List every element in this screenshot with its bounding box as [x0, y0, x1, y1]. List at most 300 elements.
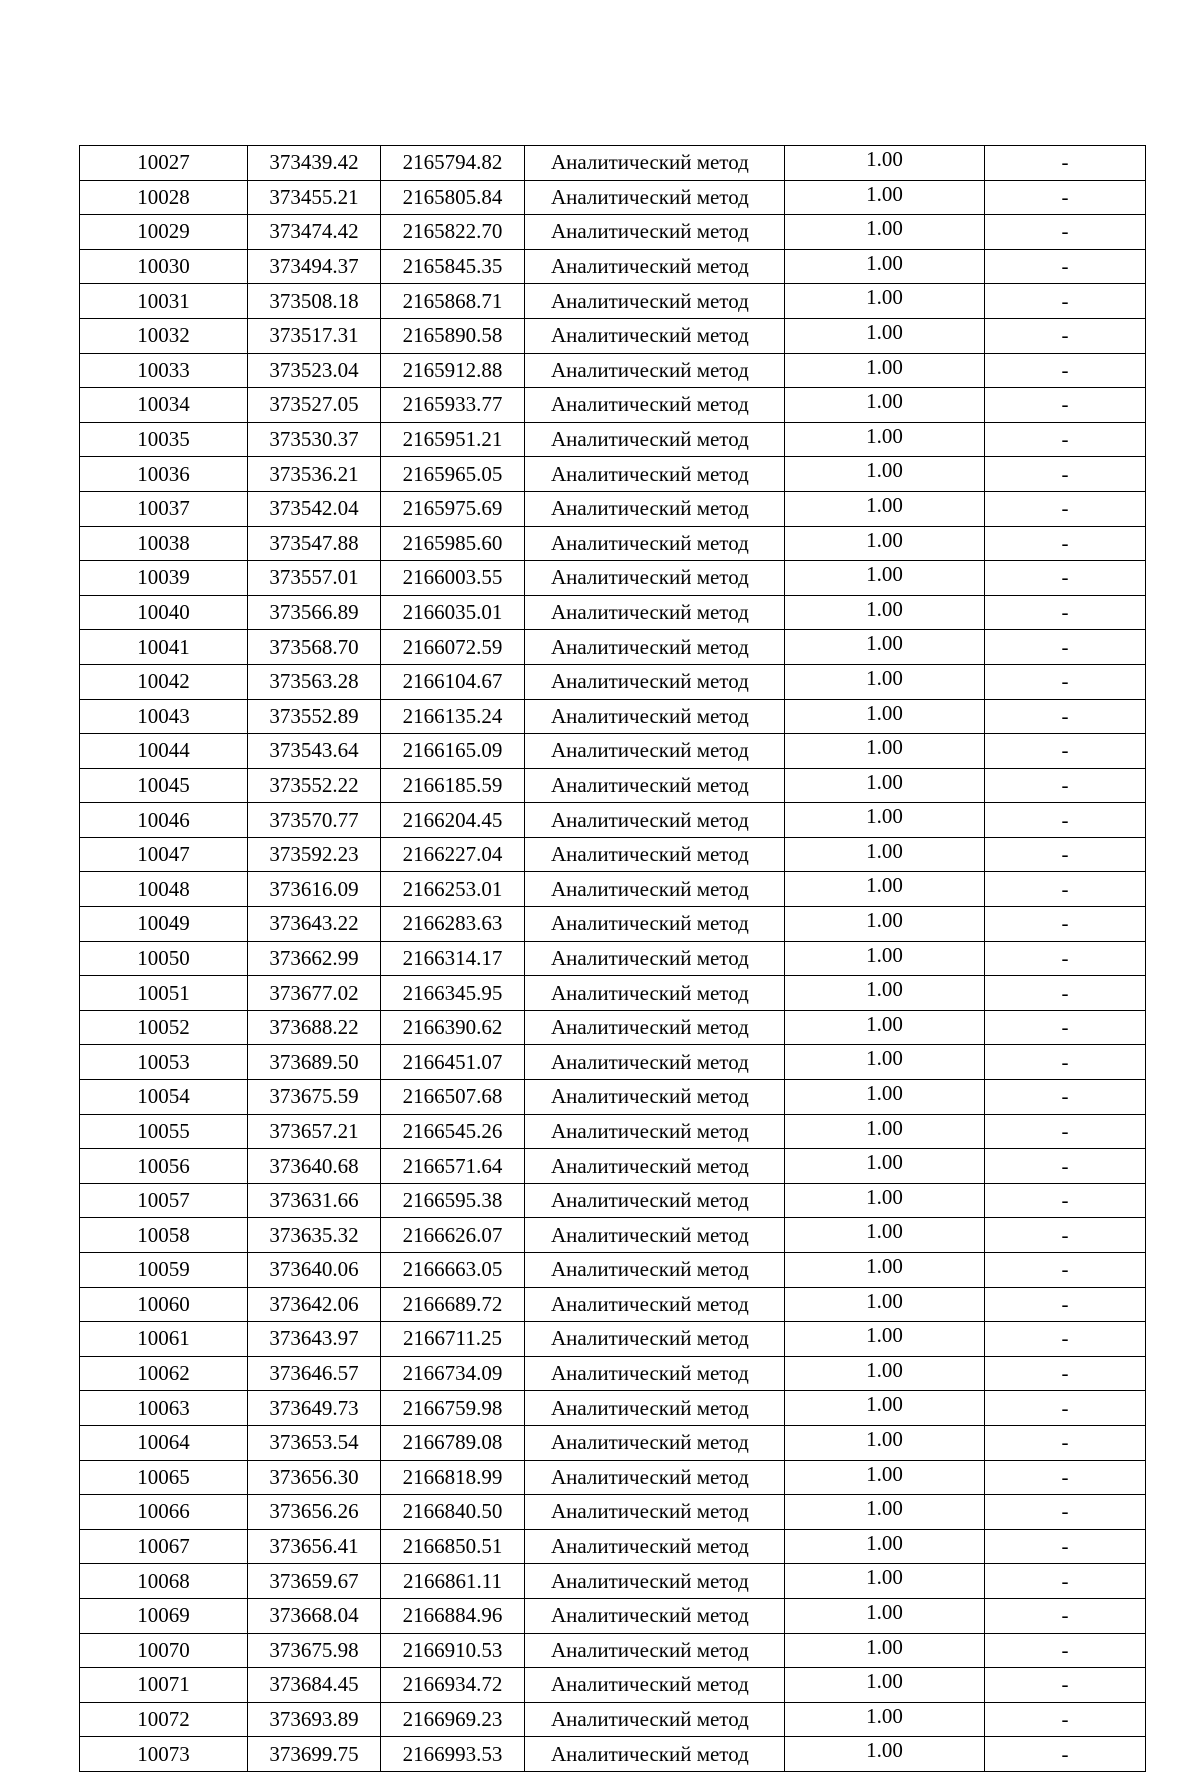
accuracy-cell: 1.00	[785, 1391, 985, 1426]
point-number-cell: 10037	[80, 491, 248, 526]
accuracy-cell: 1.00	[785, 1356, 985, 1391]
table-row	[80, 1114, 1146, 1149]
table-row	[80, 457, 1146, 492]
table-row	[80, 803, 1146, 838]
x-coordinate-cell: 373699.75	[248, 1737, 381, 1772]
accuracy-cell: 1.00	[785, 1425, 985, 1460]
method-cell: Аналитический метод	[525, 1702, 785, 1737]
note-cell: -	[985, 1356, 1146, 1391]
x-coordinate-cell: 373530.37	[248, 422, 381, 457]
y-coordinate-cell: 2165845.35	[381, 249, 525, 284]
x-coordinate-cell: 373570.77	[248, 803, 381, 838]
note-cell: -	[985, 872, 1146, 907]
accuracy-cell: 1.00	[785, 422, 985, 457]
method-cell: Аналитический метод	[525, 526, 785, 561]
note-cell: -	[985, 1529, 1146, 1564]
point-number-cell: 10042	[80, 664, 248, 699]
note-cell: -	[985, 1287, 1146, 1322]
accuracy-cell: 1.00	[785, 1564, 985, 1599]
y-coordinate-cell: 2166734.09	[381, 1356, 525, 1391]
point-number-cell: 10041	[80, 630, 248, 665]
point-number-cell: 10038	[80, 526, 248, 561]
accuracy-cell: 1.00	[785, 1322, 985, 1357]
point-number-cell: 10027	[80, 146, 248, 181]
point-number-cell: 10052	[80, 1010, 248, 1045]
table-row	[80, 561, 1146, 596]
point-number-cell: 10047	[80, 837, 248, 872]
method-cell: Аналитический метод	[525, 353, 785, 388]
note-cell: -	[985, 215, 1146, 250]
point-number-cell: 10065	[80, 1460, 248, 1495]
note-cell: -	[985, 1598, 1146, 1633]
point-number-cell: 10056	[80, 1149, 248, 1184]
x-coordinate-cell: 373640.06	[248, 1253, 381, 1288]
accuracy-cell: 1.00	[785, 284, 985, 319]
x-coordinate-cell: 373494.37	[248, 249, 381, 284]
y-coordinate-cell: 2166253.01	[381, 872, 525, 907]
note-cell: -	[985, 837, 1146, 872]
accuracy-cell: 1.00	[785, 699, 985, 734]
point-number-cell: 10051	[80, 976, 248, 1011]
accuracy-cell: 1.00	[785, 837, 985, 872]
point-number-cell: 10071	[80, 1668, 248, 1703]
x-coordinate-cell: 373653.54	[248, 1425, 381, 1460]
x-coordinate-cell: 373635.32	[248, 1218, 381, 1253]
point-number-cell: 10049	[80, 907, 248, 942]
point-number-cell: 10072	[80, 1702, 248, 1737]
table-row	[80, 1495, 1146, 1530]
table-body	[80, 146, 1146, 1772]
point-number-cell: 10029	[80, 215, 248, 250]
method-cell: Аналитический метод	[525, 837, 785, 872]
x-coordinate-cell: 373536.21	[248, 457, 381, 492]
accuracy-cell: 1.00	[785, 1287, 985, 1322]
method-cell: Аналитический метод	[525, 215, 785, 250]
y-coordinate-cell: 2166861.11	[381, 1564, 525, 1599]
y-coordinate-cell: 2166934.72	[381, 1668, 525, 1703]
table-row	[80, 353, 1146, 388]
table-row	[80, 180, 1146, 215]
method-cell: Аналитический метод	[525, 318, 785, 353]
method-cell: Аналитический метод	[525, 630, 785, 665]
y-coordinate-cell: 2166711.25	[381, 1322, 525, 1357]
method-cell: Аналитический метод	[525, 1253, 785, 1288]
x-coordinate-cell: 373675.59	[248, 1080, 381, 1115]
accuracy-cell: 1.00	[785, 180, 985, 215]
accuracy-cell: 1.00	[785, 630, 985, 665]
note-cell: -	[985, 146, 1146, 181]
note-cell: -	[985, 1702, 1146, 1737]
y-coordinate-cell: 2165951.21	[381, 422, 525, 457]
y-coordinate-cell: 2166689.72	[381, 1287, 525, 1322]
point-number-cell: 10058	[80, 1218, 248, 1253]
y-coordinate-cell: 2166818.99	[381, 1460, 525, 1495]
table-row	[80, 1391, 1146, 1426]
x-coordinate-cell: 373552.89	[248, 699, 381, 734]
method-cell: Аналитический метод	[525, 146, 785, 181]
note-cell: -	[985, 422, 1146, 457]
table-row	[80, 595, 1146, 630]
y-coordinate-cell: 2166135.24	[381, 699, 525, 734]
method-cell: Аналитический метод	[525, 976, 785, 1011]
y-coordinate-cell: 2166571.64	[381, 1149, 525, 1184]
note-cell: -	[985, 526, 1146, 561]
table-row	[80, 907, 1146, 942]
accuracy-cell: 1.00	[785, 1598, 985, 1633]
method-cell: Аналитический метод	[525, 1218, 785, 1253]
coordinates-table	[79, 145, 1146, 1772]
table-row	[80, 215, 1146, 250]
method-cell: Аналитический метод	[525, 422, 785, 457]
note-cell: -	[985, 630, 1146, 665]
y-coordinate-cell: 2165985.60	[381, 526, 525, 561]
y-coordinate-cell: 2165822.70	[381, 215, 525, 250]
point-number-cell: 10048	[80, 872, 248, 907]
note-cell: -	[985, 284, 1146, 319]
point-number-cell: 10032	[80, 318, 248, 353]
note-cell: -	[985, 1425, 1146, 1460]
note-cell: -	[985, 734, 1146, 769]
y-coordinate-cell: 2166910.53	[381, 1633, 525, 1668]
x-coordinate-cell: 373646.57	[248, 1356, 381, 1391]
y-coordinate-cell: 2166507.68	[381, 1080, 525, 1115]
note-cell: -	[985, 353, 1146, 388]
accuracy-cell: 1.00	[785, 872, 985, 907]
y-coordinate-cell: 2166185.59	[381, 768, 525, 803]
accuracy-cell: 1.00	[785, 1529, 985, 1564]
accuracy-cell: 1.00	[785, 1080, 985, 1115]
table-row	[80, 1668, 1146, 1703]
table-row	[80, 1322, 1146, 1357]
x-coordinate-cell: 373642.06	[248, 1287, 381, 1322]
x-coordinate-cell: 373657.21	[248, 1114, 381, 1149]
method-cell: Аналитический метод	[525, 1045, 785, 1080]
y-coordinate-cell: 2165805.84	[381, 180, 525, 215]
x-coordinate-cell: 373631.66	[248, 1183, 381, 1218]
accuracy-cell: 1.00	[785, 1149, 985, 1184]
point-number-cell: 10068	[80, 1564, 248, 1599]
point-number-cell: 10066	[80, 1495, 248, 1530]
x-coordinate-cell: 373517.31	[248, 318, 381, 353]
point-number-cell: 10039	[80, 561, 248, 596]
method-cell: Аналитический метод	[525, 1114, 785, 1149]
y-coordinate-cell: 2166204.45	[381, 803, 525, 838]
y-coordinate-cell: 2166545.26	[381, 1114, 525, 1149]
table-row	[80, 318, 1146, 353]
table-row	[80, 1598, 1146, 1633]
method-cell: Аналитический метод	[525, 1633, 785, 1668]
point-number-cell: 10040	[80, 595, 248, 630]
note-cell: -	[985, 1218, 1146, 1253]
accuracy-cell: 1.00	[785, 1495, 985, 1530]
method-cell: Аналитический метод	[525, 1564, 785, 1599]
method-cell: Аналитический метод	[525, 1080, 785, 1115]
point-number-cell: 10046	[80, 803, 248, 838]
y-coordinate-cell: 2165965.05	[381, 457, 525, 492]
table-row	[80, 249, 1146, 284]
table-row	[80, 1529, 1146, 1564]
table-row	[80, 1702, 1146, 1737]
point-number-cell: 10031	[80, 284, 248, 319]
x-coordinate-cell: 373662.99	[248, 941, 381, 976]
x-coordinate-cell: 373474.42	[248, 215, 381, 250]
note-cell: -	[985, 1737, 1146, 1772]
note-cell: -	[985, 1149, 1146, 1184]
note-cell: -	[985, 1010, 1146, 1045]
x-coordinate-cell: 373543.64	[248, 734, 381, 769]
x-coordinate-cell: 373656.41	[248, 1529, 381, 1564]
accuracy-cell: 1.00	[785, 561, 985, 596]
x-coordinate-cell: 373508.18	[248, 284, 381, 319]
table-row	[80, 734, 1146, 769]
y-coordinate-cell: 2166390.62	[381, 1010, 525, 1045]
table-row	[80, 941, 1146, 976]
accuracy-cell: 1.00	[785, 734, 985, 769]
y-coordinate-cell: 2166283.63	[381, 907, 525, 942]
table-row	[80, 1564, 1146, 1599]
x-coordinate-cell: 373643.97	[248, 1322, 381, 1357]
method-cell: Аналитический метод	[525, 249, 785, 284]
x-coordinate-cell: 373656.26	[248, 1495, 381, 1530]
table-row	[80, 1149, 1146, 1184]
y-coordinate-cell: 2165912.88	[381, 353, 525, 388]
note-cell: -	[985, 318, 1146, 353]
table-row	[80, 526, 1146, 561]
note-cell: -	[985, 699, 1146, 734]
method-cell: Аналитический метод	[525, 1668, 785, 1703]
x-coordinate-cell: 373547.88	[248, 526, 381, 561]
x-coordinate-cell: 373656.30	[248, 1460, 381, 1495]
table-row	[80, 1460, 1146, 1495]
table-row	[80, 976, 1146, 1011]
table-row	[80, 1183, 1146, 1218]
method-cell: Аналитический метод	[525, 284, 785, 319]
point-number-cell: 10060	[80, 1287, 248, 1322]
x-coordinate-cell: 373688.22	[248, 1010, 381, 1045]
method-cell: Аналитический метод	[525, 768, 785, 803]
y-coordinate-cell: 2166850.51	[381, 1529, 525, 1564]
method-cell: Аналитический метод	[525, 1149, 785, 1184]
y-coordinate-cell: 2166035.01	[381, 595, 525, 630]
table-row	[80, 768, 1146, 803]
accuracy-cell: 1.00	[785, 1253, 985, 1288]
point-number-cell: 10067	[80, 1529, 248, 1564]
point-number-cell: 10045	[80, 768, 248, 803]
accuracy-cell: 1.00	[785, 146, 985, 181]
x-coordinate-cell: 373568.70	[248, 630, 381, 665]
note-cell: -	[985, 388, 1146, 423]
table-row	[80, 837, 1146, 872]
point-number-cell: 10054	[80, 1080, 248, 1115]
table-row	[80, 1253, 1146, 1288]
x-coordinate-cell: 373640.68	[248, 1149, 381, 1184]
note-cell: -	[985, 249, 1146, 284]
note-cell: -	[985, 1253, 1146, 1288]
method-cell: Аналитический метод	[525, 1460, 785, 1495]
point-number-cell: 10057	[80, 1183, 248, 1218]
accuracy-cell: 1.00	[785, 976, 985, 1011]
method-cell: Аналитический метод	[525, 595, 785, 630]
point-number-cell: 10061	[80, 1322, 248, 1357]
accuracy-cell: 1.00	[785, 353, 985, 388]
accuracy-cell: 1.00	[785, 907, 985, 942]
method-cell: Аналитический метод	[525, 491, 785, 526]
table-row	[80, 1425, 1146, 1460]
x-coordinate-cell: 373643.22	[248, 907, 381, 942]
x-coordinate-cell: 373542.04	[248, 491, 381, 526]
x-coordinate-cell: 373649.73	[248, 1391, 381, 1426]
accuracy-cell: 1.00	[785, 1460, 985, 1495]
note-cell: -	[985, 1668, 1146, 1703]
accuracy-cell: 1.00	[785, 1737, 985, 1772]
point-number-cell: 10064	[80, 1425, 248, 1460]
y-coordinate-cell: 2166345.95	[381, 976, 525, 1011]
accuracy-cell: 1.00	[785, 803, 985, 838]
y-coordinate-cell: 2165794.82	[381, 146, 525, 181]
method-cell: Аналитический метод	[525, 1322, 785, 1357]
note-cell: -	[985, 1633, 1146, 1668]
accuracy-cell: 1.00	[785, 215, 985, 250]
table-row	[80, 1737, 1146, 1772]
y-coordinate-cell: 2166759.98	[381, 1391, 525, 1426]
table-row	[80, 872, 1146, 907]
y-coordinate-cell: 2166840.50	[381, 1495, 525, 1530]
accuracy-cell: 1.00	[785, 1010, 985, 1045]
point-number-cell: 10069	[80, 1598, 248, 1633]
x-coordinate-cell: 373668.04	[248, 1598, 381, 1633]
method-cell: Аналитический метод	[525, 1737, 785, 1772]
table-row	[80, 146, 1146, 181]
table-row	[80, 388, 1146, 423]
accuracy-cell: 1.00	[785, 768, 985, 803]
note-cell: -	[985, 491, 1146, 526]
note-cell: -	[985, 1495, 1146, 1530]
point-number-cell: 10055	[80, 1114, 248, 1149]
method-cell: Аналитический метод	[525, 1356, 785, 1391]
note-cell: -	[985, 941, 1146, 976]
x-coordinate-cell: 373675.98	[248, 1633, 381, 1668]
y-coordinate-cell: 2166789.08	[381, 1425, 525, 1460]
accuracy-cell: 1.00	[785, 388, 985, 423]
method-cell: Аналитический метод	[525, 388, 785, 423]
point-number-cell: 10034	[80, 388, 248, 423]
note-cell: -	[985, 1391, 1146, 1426]
method-cell: Аналитический метод	[525, 1010, 785, 1045]
point-number-cell: 10050	[80, 941, 248, 976]
y-coordinate-cell: 2166227.04	[381, 837, 525, 872]
accuracy-cell: 1.00	[785, 1045, 985, 1080]
x-coordinate-cell: 373455.21	[248, 180, 381, 215]
y-coordinate-cell: 2166104.67	[381, 664, 525, 699]
point-number-cell: 10035	[80, 422, 248, 457]
method-cell: Аналитический метод	[525, 1425, 785, 1460]
accuracy-cell: 1.00	[785, 526, 985, 561]
note-cell: -	[985, 1045, 1146, 1080]
accuracy-cell: 1.00	[785, 941, 985, 976]
table-row	[80, 630, 1146, 665]
accuracy-cell: 1.00	[785, 318, 985, 353]
x-coordinate-cell: 373552.22	[248, 768, 381, 803]
x-coordinate-cell: 373557.01	[248, 561, 381, 596]
accuracy-cell: 1.00	[785, 1702, 985, 1737]
y-coordinate-cell: 2166884.96	[381, 1598, 525, 1633]
y-coordinate-cell: 2165975.69	[381, 491, 525, 526]
method-cell: Аналитический метод	[525, 907, 785, 942]
x-coordinate-cell: 373677.02	[248, 976, 381, 1011]
point-number-cell: 10036	[80, 457, 248, 492]
point-number-cell: 10062	[80, 1356, 248, 1391]
x-coordinate-cell: 373689.50	[248, 1045, 381, 1080]
x-coordinate-cell: 373563.28	[248, 664, 381, 699]
point-number-cell: 10028	[80, 180, 248, 215]
x-coordinate-cell: 373693.89	[248, 1702, 381, 1737]
accuracy-cell: 1.00	[785, 1218, 985, 1253]
note-cell: -	[985, 1114, 1146, 1149]
note-cell: -	[985, 768, 1146, 803]
x-coordinate-cell: 373616.09	[248, 872, 381, 907]
table-row	[80, 422, 1146, 457]
method-cell: Аналитический метод	[525, 1529, 785, 1564]
table-row	[80, 1356, 1146, 1391]
point-number-cell: 10063	[80, 1391, 248, 1426]
note-cell: -	[985, 976, 1146, 1011]
point-number-cell: 10059	[80, 1253, 248, 1288]
table-row	[80, 1218, 1146, 1253]
note-cell: -	[985, 595, 1146, 630]
method-cell: Аналитический метод	[525, 1391, 785, 1426]
note-cell: -	[985, 180, 1146, 215]
accuracy-cell: 1.00	[785, 1183, 985, 1218]
method-cell: Аналитический метод	[525, 803, 785, 838]
accuracy-cell: 1.00	[785, 249, 985, 284]
table-row	[80, 1010, 1146, 1045]
note-cell: -	[985, 1460, 1146, 1495]
table-row	[80, 664, 1146, 699]
note-cell: -	[985, 1564, 1146, 1599]
note-cell: -	[985, 664, 1146, 699]
x-coordinate-cell: 373523.04	[248, 353, 381, 388]
accuracy-cell: 1.00	[785, 1668, 985, 1703]
x-coordinate-cell: 373659.67	[248, 1564, 381, 1599]
point-number-cell: 10030	[80, 249, 248, 284]
y-coordinate-cell: 2166072.59	[381, 630, 525, 665]
method-cell: Аналитический метод	[525, 941, 785, 976]
point-number-cell: 10044	[80, 734, 248, 769]
y-coordinate-cell: 2165933.77	[381, 388, 525, 423]
method-cell: Аналитический метод	[525, 664, 785, 699]
method-cell: Аналитический метод	[525, 1287, 785, 1322]
y-coordinate-cell: 2165868.71	[381, 284, 525, 319]
accuracy-cell: 1.00	[785, 457, 985, 492]
method-cell: Аналитический метод	[525, 1598, 785, 1633]
accuracy-cell: 1.00	[785, 491, 985, 526]
point-number-cell: 10053	[80, 1045, 248, 1080]
method-cell: Аналитический метод	[525, 1183, 785, 1218]
y-coordinate-cell: 2166314.17	[381, 941, 525, 976]
table-row	[80, 1080, 1146, 1115]
x-coordinate-cell: 373684.45	[248, 1668, 381, 1703]
y-coordinate-cell: 2166993.53	[381, 1737, 525, 1772]
note-cell: -	[985, 561, 1146, 596]
method-cell: Аналитический метод	[525, 457, 785, 492]
point-number-cell: 10070	[80, 1633, 248, 1668]
y-coordinate-cell: 2166003.55	[381, 561, 525, 596]
point-number-cell: 10043	[80, 699, 248, 734]
y-coordinate-cell: 2166969.23	[381, 1702, 525, 1737]
method-cell: Аналитический метод	[525, 561, 785, 596]
x-coordinate-cell: 373566.89	[248, 595, 381, 630]
note-cell: -	[985, 907, 1146, 942]
